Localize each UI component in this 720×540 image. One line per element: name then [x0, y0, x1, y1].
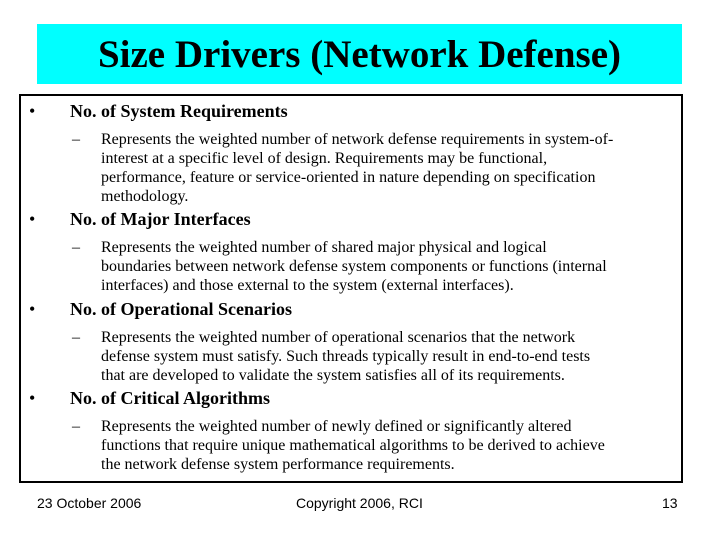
sub-bullet-dash: –	[72, 131, 80, 148]
bullet-heading: No. of System Requirements	[70, 101, 288, 121]
description-line: Represents the weighted number of newly defined or significantly altered	[101, 418, 572, 435]
title-banner	[37, 24, 682, 84]
bullet-heading: No. of Major Interfaces	[70, 209, 251, 229]
description-line: functions that require unique mathematical algorithms to be derived to achieve	[101, 437, 605, 454]
description-line: that are developed to validate the system satisfies all of its requirements.	[101, 367, 565, 384]
description-line: Represents the weighted number of operational scenarios that the network	[101, 329, 576, 346]
bullet-description	[101, 417, 673, 474]
sub-bullet-dash: –	[72, 329, 80, 346]
footer-date: 23 October 2006	[37, 495, 142, 511]
bullet-dot: •	[29, 388, 36, 408]
description-line: methodology.	[101, 188, 189, 205]
page-number: 13	[662, 495, 678, 511]
description-line: boundaries between network defense system components or functions (internal	[101, 258, 607, 275]
slide-title: Size Drivers (Network Defense)	[97, 32, 622, 76]
description-line: interfaces) and those external to the system (external interfaces).	[101, 277, 514, 294]
bullet-dot: •	[29, 299, 36, 319]
bullet-heading: No. of Critical Algorithms	[70, 388, 270, 408]
description-line: the network defense system performance requirements.	[101, 456, 455, 473]
bullet-heading: No. of Operational Scenarios	[70, 299, 292, 319]
bullet-description	[101, 238, 673, 295]
sub-bullet-dash: –	[72, 418, 80, 435]
content-box	[19, 94, 683, 483]
sub-bullet-dash: –	[72, 239, 80, 256]
bullet-dot: •	[29, 209, 36, 229]
bullet-description	[101, 328, 673, 385]
footer-copyright: Copyright 2006, RCI	[296, 495, 423, 511]
description-line: interest at a specific level of design. Requirements may be functional,	[101, 150, 548, 167]
bullet-dot: •	[29, 101, 36, 121]
bullet-description	[101, 130, 673, 206]
description-line: defense system must satisfy. Such threads typically result in end-to-end tests	[101, 348, 591, 365]
description-line: Represents the weighted number of network defense requirements in system-of-	[101, 131, 614, 148]
description-line: Represents the weighted number of shared major physical and logical	[101, 239, 547, 256]
description-line: performance, feature or service-oriented in nature depending on specification	[101, 169, 596, 186]
